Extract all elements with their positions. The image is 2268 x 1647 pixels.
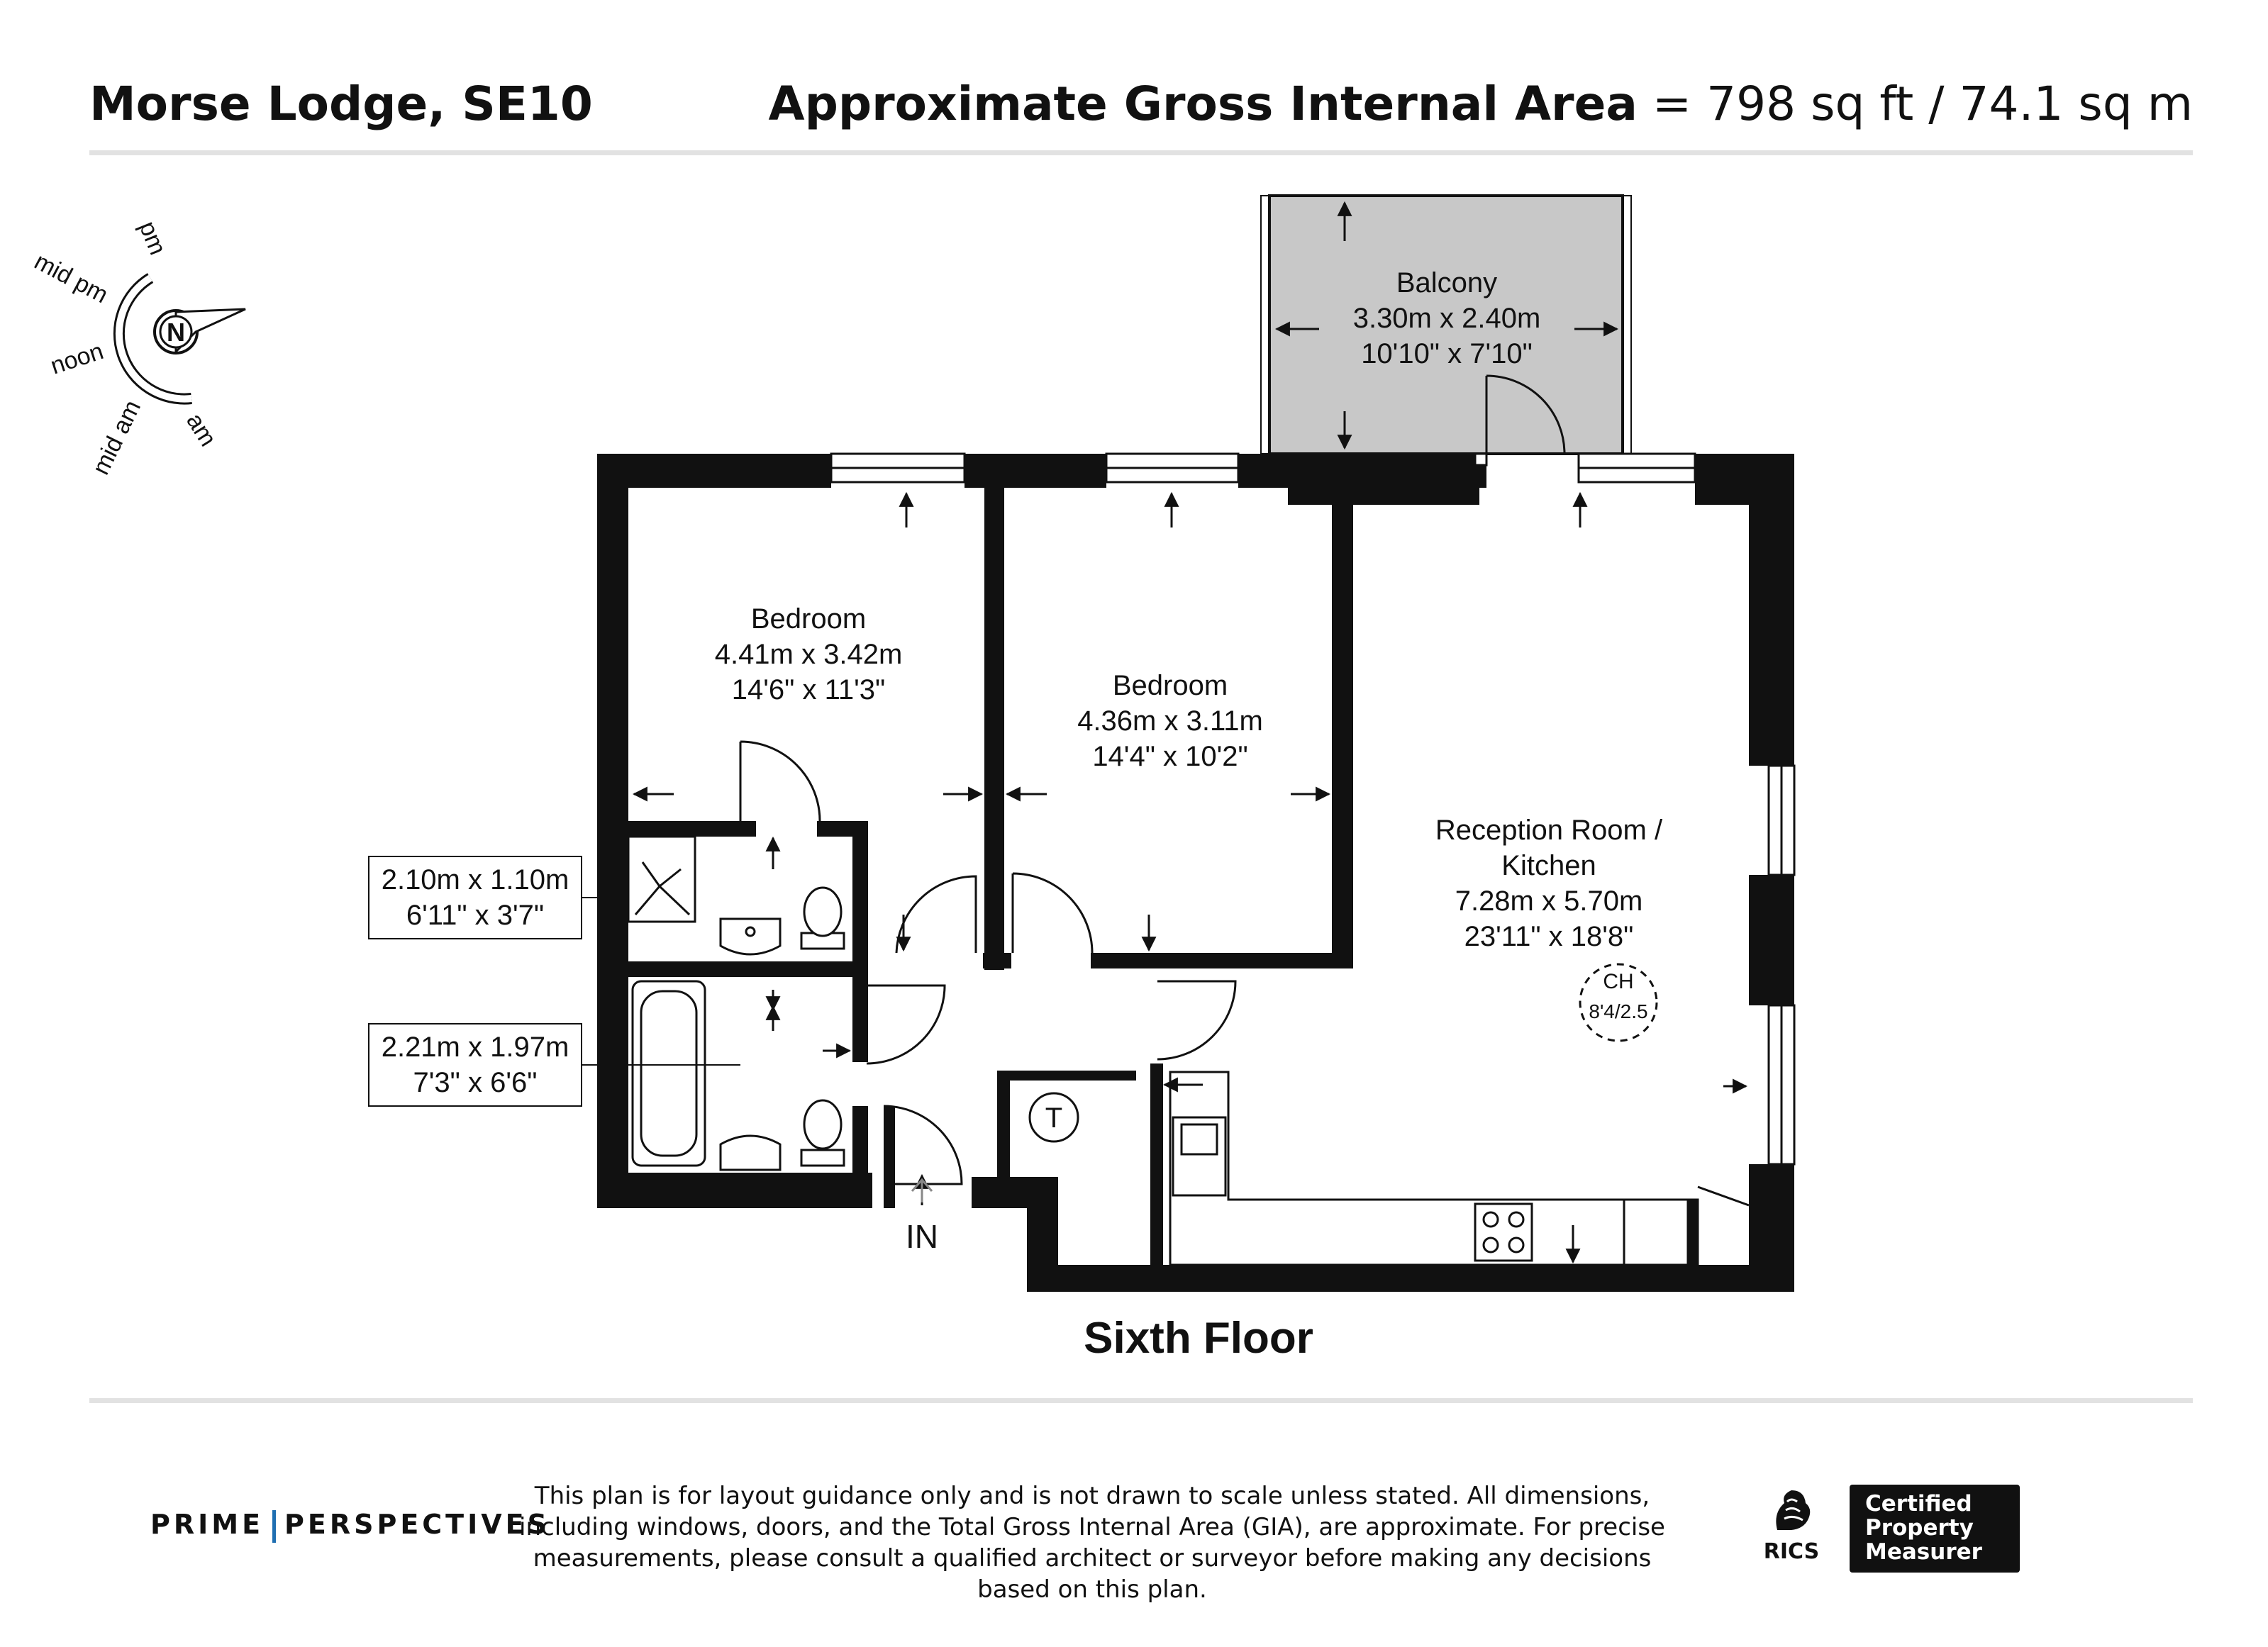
brand-separator <box>272 1510 276 1543</box>
cert-line1: Certified <box>1865 1491 1972 1517</box>
reception-name-line2: Kitchen <box>1501 850 1596 881</box>
bedroom2-imperial: 14'4" x 10'2" <box>1092 741 1248 772</box>
compass-north-label: N <box>167 318 185 347</box>
reception-metric: 7.28m x 5.70m <box>1455 886 1643 917</box>
floor-name: Sixth Floor <box>1084 1314 1313 1363</box>
balcony-imperial: 10'10" x 7'10" <box>1361 338 1533 369</box>
compass-pm-label: pm <box>133 217 172 259</box>
bathroom-metric: 2.21m x 1.97m <box>381 1032 569 1063</box>
gross-area-value: = 798 sq ft / 74.1 sq m <box>1652 77 2193 131</box>
certified-badge <box>1850 1485 2020 1573</box>
rics-logo <box>1763 1485 1820 1564</box>
compass-noon-label: noon <box>47 337 107 380</box>
ceiling-height-value: 8'4/2.5 <box>1589 1000 1648 1022</box>
hob-icon <box>1475 1204 1532 1261</box>
compass-am-label: am <box>181 408 222 452</box>
bathroom-basin <box>721 1136 780 1170</box>
reception-imperial: 23'11" x 18'8" <box>1464 921 1634 952</box>
ensuite-metric: 2.10m x 1.10m <box>381 864 569 895</box>
kitchen-counter <box>1170 1072 1698 1265</box>
brand-right: PERSPECTIVES <box>284 1509 550 1540</box>
bedroom2-name: Bedroom <box>1112 670 1228 701</box>
bathroom-imperial: 7'3" x 6'6" <box>413 1067 538 1098</box>
rics-label: RICS <box>1763 1539 1820 1564</box>
rics-lion-icon <box>1763 1485 1820 1534</box>
brand-left: PRIME <box>150 1509 265 1540</box>
brand-logo <box>150 1509 550 1543</box>
bedroom1-name: Bedroom <box>750 603 867 635</box>
bedroom1-metric: 4.41m x 3.42m <box>714 639 903 670</box>
cert-line3: Measurer <box>1865 1539 1982 1565</box>
entrance-label: IN <box>906 1218 938 1255</box>
bedroom2-metric: 4.36m x 3.11m <box>1077 705 1263 737</box>
ceiling-height-label: CH <box>1603 970 1634 993</box>
bathroom-toilet <box>801 1150 844 1166</box>
balcony-name: Balcony <box>1396 267 1498 298</box>
windows <box>831 454 1794 1164</box>
bedroom1-imperial: 14'6" x 11'3" <box>731 674 886 705</box>
balcony-metric: 3.30m x 2.40m <box>1352 303 1541 334</box>
compass <box>30 218 245 479</box>
property-title: Morse Lodge, SE10 <box>89 77 593 131</box>
compass-mid-am-label: mid am <box>87 396 147 479</box>
tank-label: T <box>1045 1102 1063 1134</box>
cert-line2: Property <box>1865 1515 1974 1541</box>
reception-name-line1: Reception Room / <box>1435 815 1663 846</box>
gross-area-label: Approximate Gross Internal Area <box>768 77 1638 131</box>
compass-mid-pm-label: mid pm <box>30 247 113 309</box>
doors <box>740 376 1749 1205</box>
disclaimer-text: This plan is for layout guidance only and is not drawn to scale unless stated. All dimensions, including windows, doors, and the Total Gross Internal Area (GIA), are approximate. For precise measurements, please consult a qualified architect or surveyor before making any decisions based on this plan. <box>519 1482 1665 1604</box>
ensuite-imperial: 6'11" x 3'7" <box>406 900 545 931</box>
